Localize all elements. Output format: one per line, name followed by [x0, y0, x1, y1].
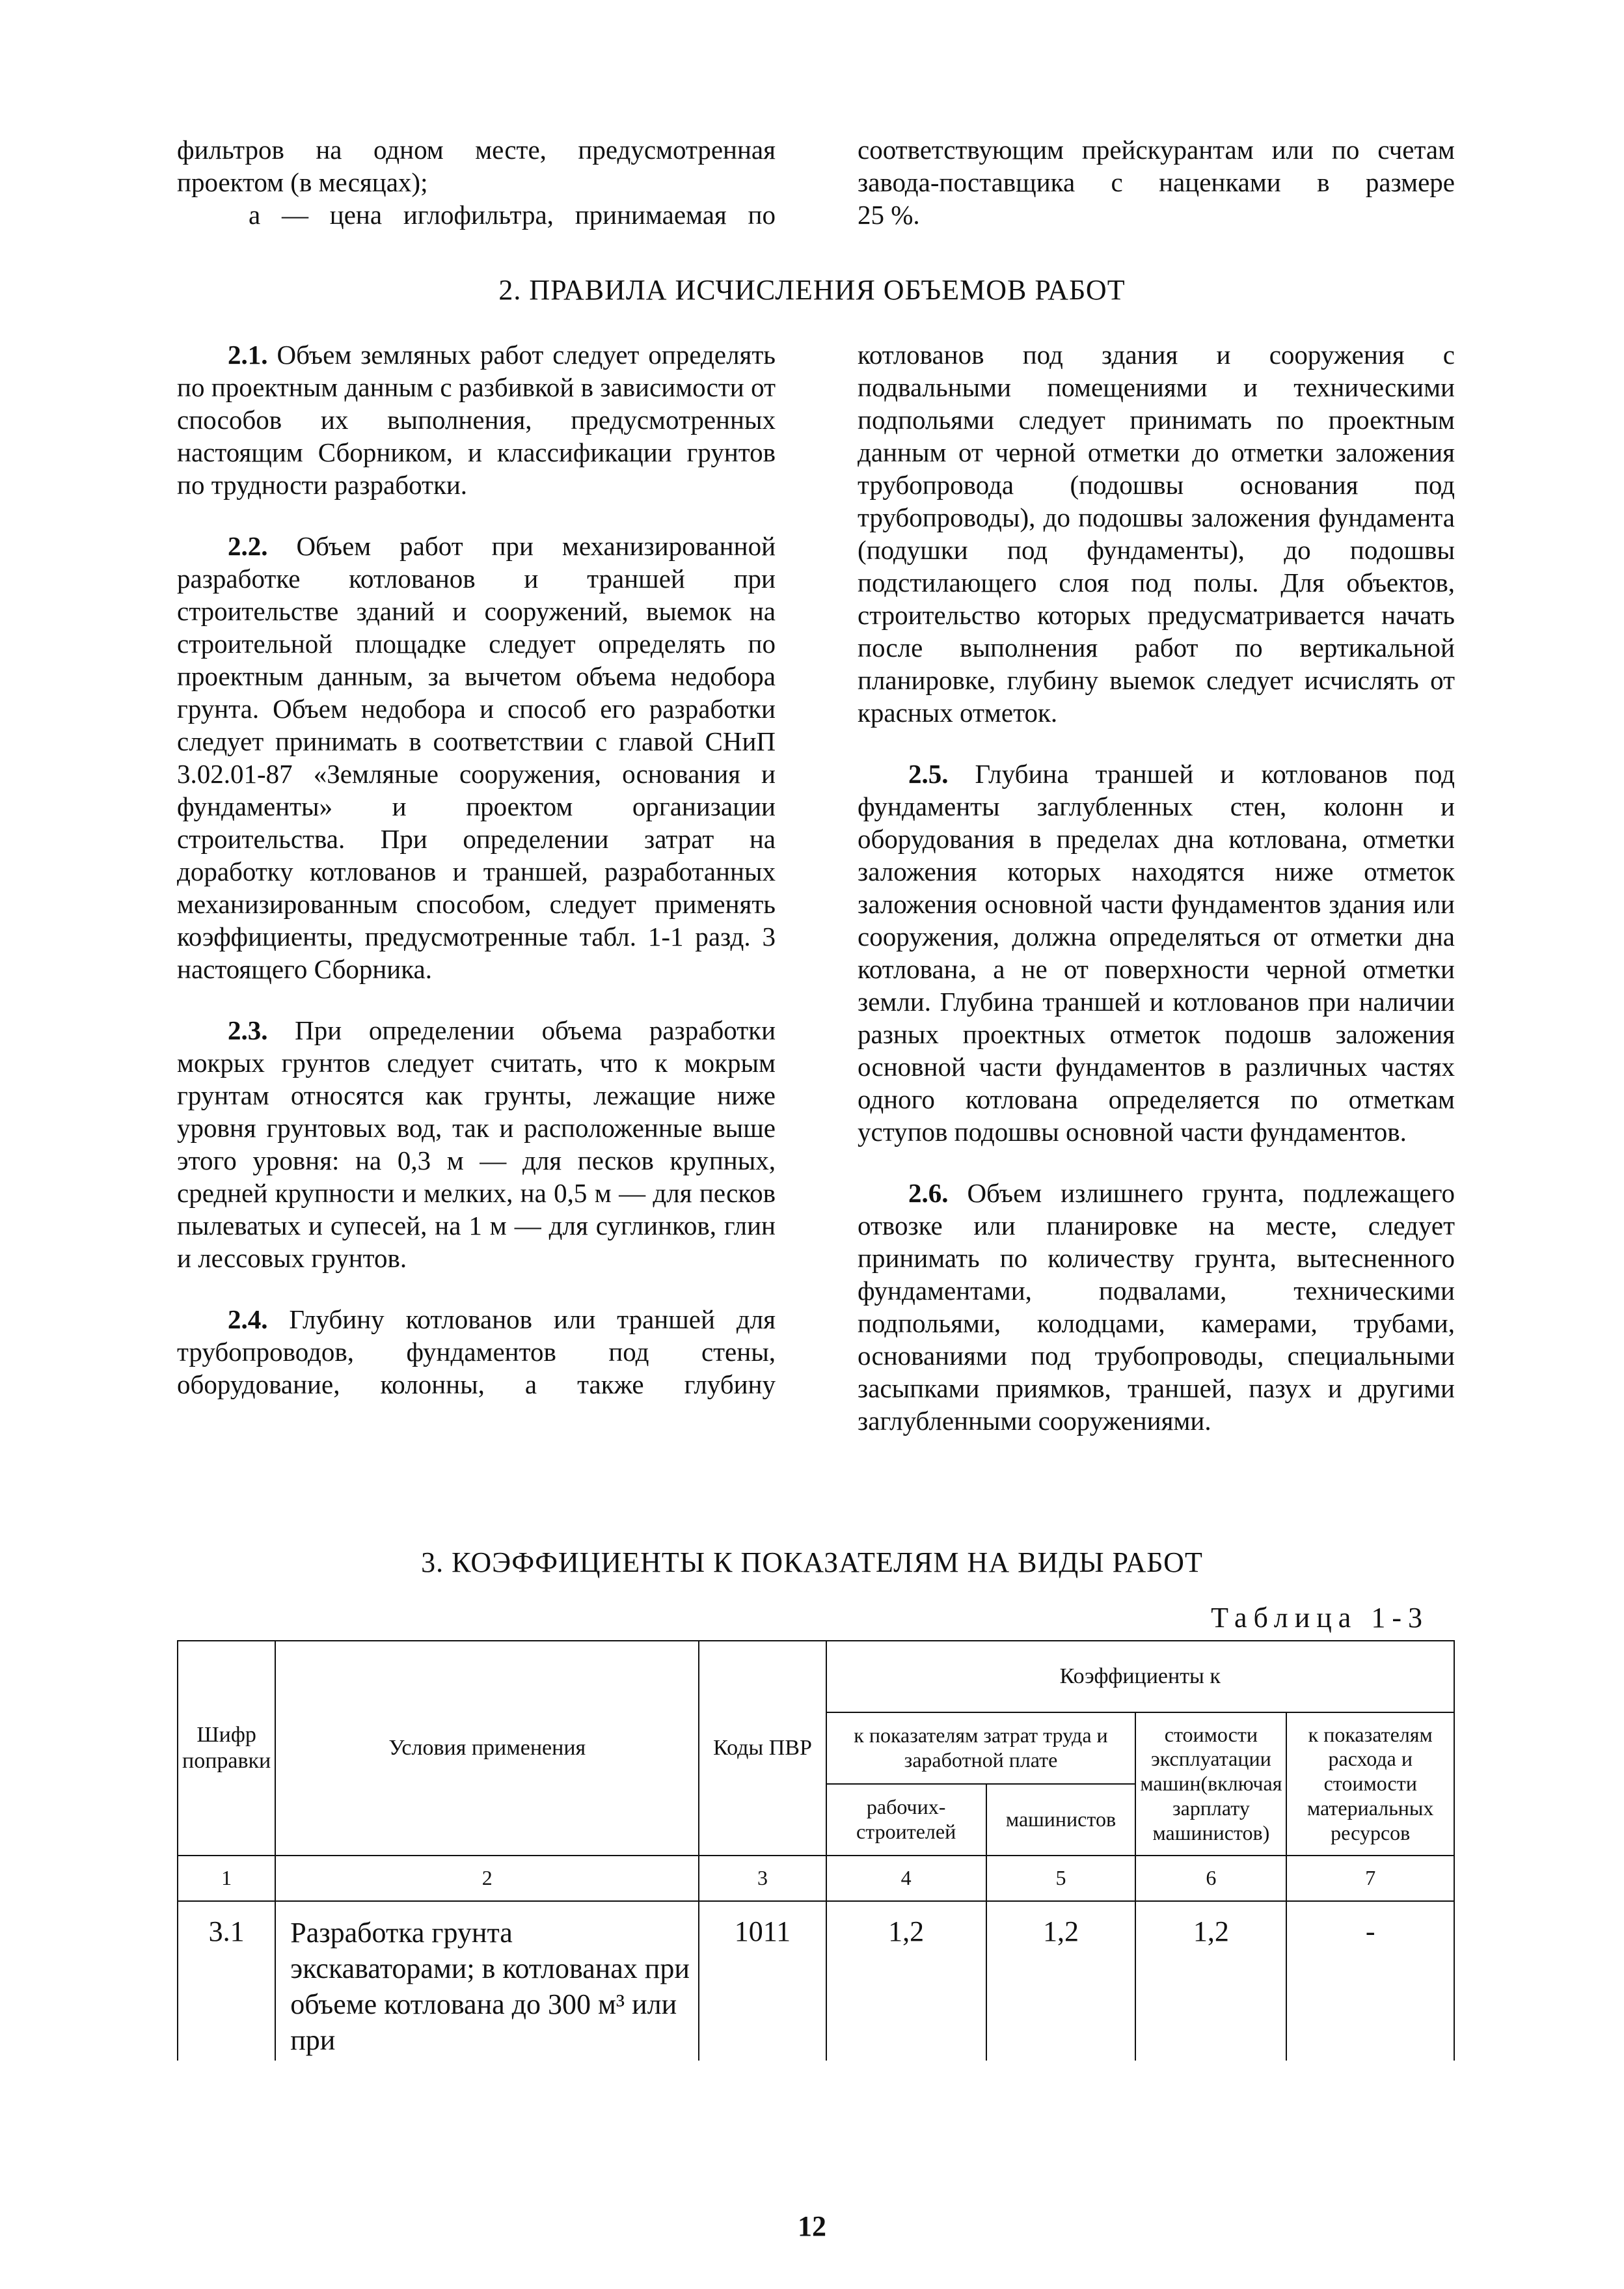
header-materials: к показателям расхода и стоимости материальных ресурсов — [1286, 1712, 1454, 1856]
paragraph-2-4 — [177, 1303, 776, 1401]
section-2-right-column — [858, 338, 1455, 1438]
top-left-line-2: проектом (в месяцах); — [177, 167, 428, 198]
paragraph-2-3-number: 2.3. — [228, 1015, 268, 1046]
paragraph-2-6-text: Объем излишнего грунта, подлежащего отвозке или планировке на месте, следует принимать по количеству грунта, вытесненного фундаментами, подвалами, техническими подпольями, колодцами, камерами, трубами, основаниями под трубопроводы, специальными засыпками приямков, траншей, пазух и другими заглубленными сооружениями. — [858, 1178, 1455, 1436]
paragraph-2-2 — [177, 530, 776, 985]
paragraph-2-5-number: 2.5. — [908, 759, 949, 789]
header-codes: Коды ПВР — [699, 1641, 826, 1856]
top-right-column — [858, 133, 1455, 231]
cell-shifr: 3.1 — [178, 1901, 275, 2061]
paragraph-2-1-number: 2.1. — [228, 340, 268, 370]
paragraph-2-5-text: Глубина траншей и котлованов под фундаменты заглубленных стен, колонн и оборудования в пределах дна котлована, отметки заложения которых находятся ниже отметок заложения основной части фундаментов здания или сооружения, должна определяться от отметки дна котлована, а не от поверхности черной отметки земли. Глубина траншей и котлованов при наличии разных проектных отметок подошв заложения основной части фундаментов в различных частях одного котлована определяется по отметкам уступов подошвы основной части фундаментов. — [858, 759, 1455, 1147]
section-3-title: 3. КОЭФФИЦИЕНТЫ К ПОКАЗАТЕЛЯМ НА ВИДЫ РАБОТ — [421, 1546, 1203, 1578]
paragraph-2-4-text: Глубину котлованов или траншей для трубопроводов, фундаментов под стены, оборудование, колонны, а также глубину — [177, 1304, 776, 1400]
header-machine-cost: стоимости эксплуатации машин(включая зарплату машинистов) — [1135, 1712, 1286, 1856]
section-2-title: 2. ПРАВИЛА ИСЧИСЛЕНИЯ ОБЪЕМОВ РАБОТ — [498, 274, 1126, 306]
paragraph-2-3-text: При определении объема разработки мокрых грунтов следует считать, что к мокрым грунтам относятся как грунты, лежащие ниже уровня грунтовых вод, так и расположенные выше этого уровня: на 0,3 м — для песков крупных, средней крупности и мелких, на 0,5 м — для песков пылеватых и супесей, на 1 м — для суглинков, глин и лессовых грунтов. — [177, 1015, 776, 1274]
paragraph-2-5 — [858, 758, 1455, 1148]
paragraph-2-1 — [177, 338, 776, 501]
column-number: 2 — [275, 1856, 699, 1901]
cell-workers: 1,2 — [826, 1901, 986, 2061]
cell-machinists: 1,2 — [986, 1901, 1136, 2061]
cell-materials: - — [1286, 1901, 1454, 2061]
header-labor: к показателям затрат труда и заработной плате — [826, 1712, 1136, 1784]
column-number: 7 — [1286, 1856, 1454, 1901]
paragraph-2-2-number: 2.2. — [228, 531, 268, 562]
paragraph-2-4-continuation: котлованов под здания и сооружения с подвальными помещениями и техническими подпольями следует принимать по проектным данным от черной отметки до отметки заложения трубопровода (подошвы основания под трубопроводы), до подошвы заложения фундамента (подушки под фундаменты), до подошвы подстилающего слоя под полы. Для объектов, строительство которых предусматривается начать после выполнения работ по вертикальной планировке, глубину выемок следует исчислять от красных отметок. — [858, 340, 1455, 728]
header-conditions: Условия применения — [275, 1641, 699, 1856]
header-workers: рабочих-строителей — [826, 1784, 986, 1856]
header-coefficients: Коэффициенты к — [826, 1641, 1454, 1712]
header-machinists: машинистов — [986, 1784, 1136, 1856]
top-left-line-3: а — цена иглофильтра, принимаемая по — [249, 200, 776, 230]
top-left-line-1: фильтров на одном месте, предусмотренная — [177, 135, 776, 165]
top-right-line-3: 25 %. — [858, 200, 920, 230]
top-right-line-1: соответствующим прейскурантам или по счетам — [858, 135, 1455, 165]
page-number: 12 — [798, 2210, 826, 2242]
paragraph-2-4-number: 2.4. — [228, 1304, 268, 1335]
column-number-row — [178, 1856, 1454, 1901]
column-number: 5 — [986, 1856, 1136, 1901]
top-right-line-2: завода-поставщика с наценками в размере — [858, 167, 1455, 198]
paragraph-2-6-number: 2.6. — [908, 1178, 949, 1209]
header-shifr: Шифр поправки — [178, 1641, 275, 1856]
top-left-column — [177, 133, 776, 231]
paragraph-2-3 — [177, 1014, 776, 1274]
column-number: 6 — [1135, 1856, 1286, 1901]
paragraph-2-1-text: Объем земляных работ следует определять по проектным данным с разбивкой в зависимости от способов их выполнения, предусмотренных настоящим Сборником, и классификации грунтов по трудности разработки. — [177, 340, 776, 500]
cell-machine-cost: 1,2 — [1135, 1901, 1286, 2061]
paragraph-2-2-text: Объем работ при механизированной разработке котлованов и траншей при строительстве зданий и сооружений, выемок на строительной площадке следует определять по проектным данным, за вычетом объема недобора грунта. Объем недобора и способ его разработки следует принимать в соответствии с главой СНиП 3.02.01-87 «Земляные сооружения, основания и фундаменты» и проектом организации строительства. При определении затрат на доработку котлованов и траншей, разработанных механизированным способом, следует применять коэффициенты, предусмотренные табл. 1-1 разд. 3 настоящего Сборника. — [177, 531, 776, 985]
table-label: Таблица 1-3 — [1211, 1602, 1429, 1634]
column-number: 1 — [178, 1856, 275, 1901]
paragraph-2-6 — [858, 1177, 1455, 1437]
column-number: 4 — [826, 1856, 986, 1901]
column-number: 3 — [699, 1856, 826, 1901]
section-2-left-column — [177, 338, 776, 1401]
cell-conditions: Разработка грунта экскаваторами; в котлованах при объеме котлована до 300 м³ или при — [275, 1901, 699, 2061]
table-row — [178, 1901, 1454, 2061]
coefficients-table — [177, 1640, 1455, 2061]
cell-code: 1011 — [699, 1901, 826, 2061]
